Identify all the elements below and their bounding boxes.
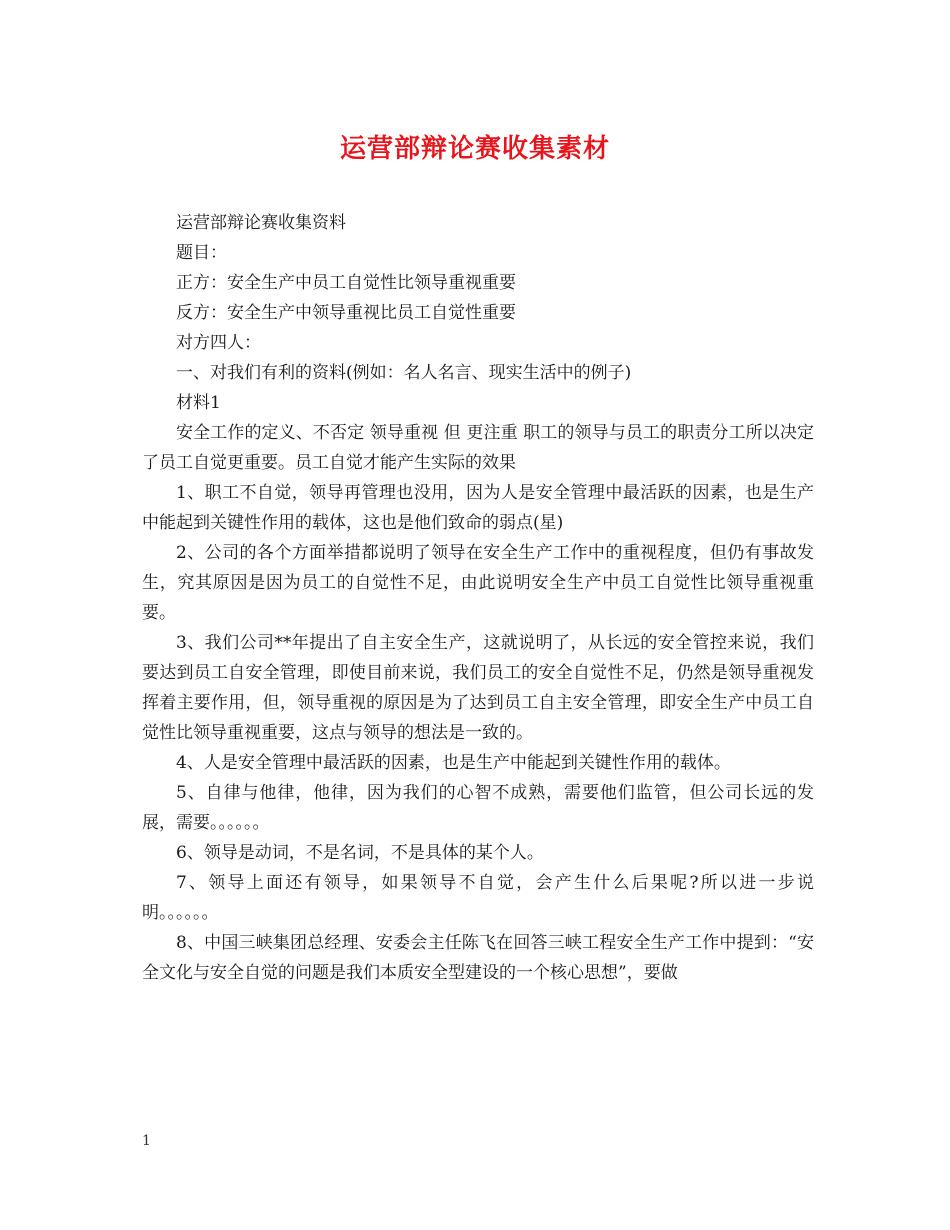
paragraph: 反方：安全生产中领导重视比员工自觉性重要 (176, 303, 516, 323)
paragraph: 材料1 (176, 393, 221, 413)
page-number: 1 (142, 1133, 151, 1149)
document-title: 运营部辩论赛收集素材 (339, 134, 610, 164)
document-body (142, 208, 814, 988)
paragraph: 对方四人： (176, 333, 261, 353)
paragraph: 题目： (176, 243, 227, 263)
paragraph: 安全工作的定义、不否定 领导重视 但 更注重 职工的领导与员工的职责分工所以决定了员工自觉更重要。员工自觉才能产生实际的效果 (142, 423, 814, 473)
paragraph: 6、领导是动词，不是名词，不是具体的某个人。 (176, 843, 544, 863)
paragraph: 2、公司的各个方面举措都说明了领导在安全生产工作中的重视程度，但仍有事故发生，究其原因是因为员工的自觉性不足，由此说明安全生产中员工自觉性比领导重视重要。 (142, 543, 814, 623)
paragraph: 运营部辩论赛收集资料 (176, 213, 346, 233)
paragraph: 5、自律与他律，他律，因为我们的心智不成熟，需要他们监管，但公司长远的发展，需要。。。。。。 (142, 783, 814, 833)
paragraph: 7、领导上面还有领导，如果领导不自觉，会产生什么后果呢?所以进一步说明。。。。。。 (142, 873, 814, 923)
paragraph: 8、中国三峡集团总经理、安委会主任陈飞在回答三峡工程安全生产工作中提到：“安全文化与安全自觉的问题是我们本质安全型建设的一个核心思想”，要做 (142, 933, 814, 983)
paragraph: 1、职工不自觉，领导再管理也没用，因为人是安全管理中最活跃的因素，也是生产中能起到关键性作用的载体，这也是他们致命的弱点(星) (142, 483, 814, 533)
paragraph: 一、对我们有利的资料(例如：名人名言、现实生活中的例子) (176, 363, 632, 383)
paragraph: 3、我们公司**年提出了自主安全生产，这就说明了，从长远的安全管控来说，我们要达到员工自安全管理，即使目前来说，我们员工的安全自觉性不足，仍然是领导重视发挥着主要作用，但，领导重视的原因是为了达到员工自主安全管理，即安全生产中员工自觉性比领导重视重要，这点与领导的想法是一致的。 (142, 633, 814, 743)
paragraph: 4、人是安全管理中最活跃的因素，也是生产中能起到关键性作用的载体。 (176, 753, 731, 773)
paragraph: 正方：安全生产中员工自觉性比领导重视重要 (176, 273, 516, 293)
